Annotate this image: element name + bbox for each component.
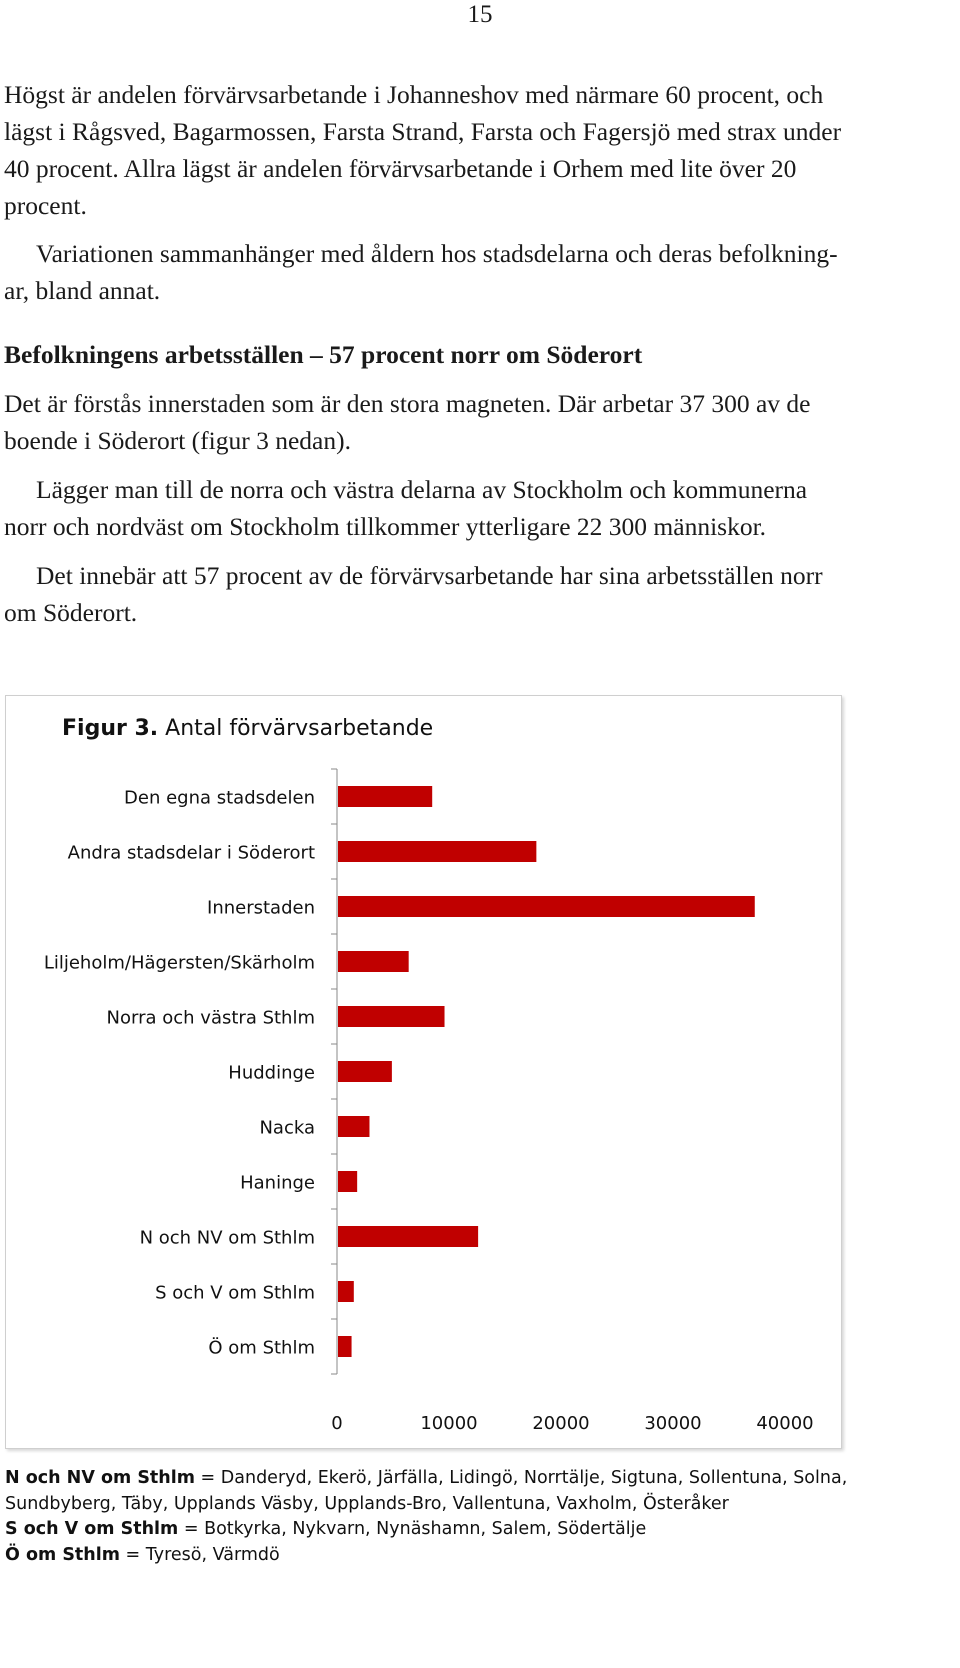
text-line: boende i Söderort (figur 3 nedan). — [4, 426, 351, 455]
footnote-line — [5, 1492, 955, 1518]
chart-title-label: Figur 3. — [62, 716, 159, 741]
footnote-text: = Danderyd, Ekerö, Järfälla, Lidingö, Norrtälje, Sigtuna, Sollentuna, Solna, — [194, 1468, 848, 1488]
page-number: 15 — [467, 1, 493, 28]
category-label: Ö om Sthlm — [208, 1337, 315, 1359]
x-tick-label: 0 — [331, 1413, 343, 1434]
paragraph-north-west — [4, 471, 904, 545]
category-label: Innerstaden — [207, 897, 315, 919]
category-label: Liljeholm/Hägersten/Skärholm — [43, 952, 315, 974]
bar-s-och-v-om-sthlm — [338, 1281, 354, 1302]
category-label: Haninge — [240, 1172, 315, 1194]
footnotes — [5, 1466, 955, 1568]
footnote-text: = Botkyrka, Nykvarn, Nynäshamn, Salem, Södertälje — [178, 1519, 647, 1539]
x-tick-label: 30000 — [644, 1413, 702, 1434]
text-line: Lägger man till de norra och västra delarna av Stockholm och kommunerna — [36, 475, 808, 504]
footnote-line — [5, 1466, 955, 1492]
text-line: norr och nordväst om Stockholm tillkommer ytterligare 22 300 människor. — [4, 512, 767, 541]
text-line: lägst i Rågsved, Bagarmossen, Farsta Strand, Farsta och Fagersjö med strax under — [4, 117, 842, 146]
text-line: Variationen sammanhänger med åldern hos stadsdelarna och deras befolkning- — [36, 239, 838, 268]
x-tick-label: 40000 — [756, 1413, 814, 1434]
x-tick-label: 10000 — [420, 1413, 478, 1434]
bar-huddinge — [338, 1061, 392, 1082]
text-line: Det är förstås innerstaden som är den stora magneten. Där arbetar 37 300 av de — [4, 389, 811, 418]
footnote-label: N och NV om Sthlm — [5, 1468, 195, 1488]
footnote-text: = Tyresö, Värmdö — [119, 1544, 280, 1565]
text-line: Högst är andelen förvärvsarbetande i Johanneshov med närmare 60 procent, och — [4, 80, 824, 109]
bar-innerstaden — [338, 896, 755, 917]
category-label: Den egna stadsdelen — [124, 787, 315, 809]
x-tick-label: 20000 — [532, 1413, 590, 1434]
chart-title-text: Antal förvärvsarbetande — [158, 716, 434, 741]
text-line: ar, bland annat. — [4, 276, 161, 305]
bar-norra-och-västra-sthlm — [338, 1006, 445, 1027]
text-line: 40 procent. Allra lägst är andelen förvärvsarbetande i Orhem med lite över 20 — [4, 154, 797, 183]
bar-ö-om-sthlm — [338, 1336, 352, 1357]
text-line: procent. — [4, 191, 87, 220]
bar-n-och-nv-om-sthlm — [338, 1226, 478, 1247]
text-line: om Söderort. — [4, 598, 138, 627]
text-line: Det innebär att 57 procent av de förvärvsarbetande har sina arbetsställen norr — [36, 561, 823, 590]
bar-andra-stadsdelar-i-söderort — [338, 841, 536, 862]
bar-chart — [6, 696, 841, 1448]
paragraph-conclusion — [4, 557, 904, 631]
figure-3-chart — [5, 695, 842, 1449]
paragraph-variation — [4, 235, 904, 309]
footnote-text: Sundbyberg, Täby, Upplands Väsby, Upplands-Bro, Vallentuna, Vaxholm, Österåker — [5, 1493, 729, 1514]
paragraph-employment-rates — [4, 76, 904, 224]
section-heading: Befolkningens arbetsställen – 57 procent norr om Söderort — [4, 340, 643, 369]
category-label: S och V om Sthlm — [155, 1282, 315, 1304]
category-label: Nacka — [259, 1117, 315, 1139]
paragraph-inner-city — [4, 385, 904, 459]
footnote-label: Ö om Sthlm — [5, 1544, 120, 1565]
bar-den-egna-stadsdelen — [338, 786, 432, 807]
category-label: Huddinge — [228, 1062, 315, 1084]
category-label: Andra stadsdelar i Söderort — [67, 842, 315, 864]
category-label: N och NV om Sthlm — [139, 1227, 315, 1249]
bar-nacka — [338, 1116, 369, 1137]
category-label: Norra och västra Sthlm — [106, 1007, 315, 1029]
footnote-line — [5, 1543, 955, 1569]
footnote-label: S och V om Sthlm — [5, 1519, 179, 1539]
bar-haninge — [338, 1171, 357, 1192]
footnote-line — [5, 1517, 955, 1543]
bar-liljeholm-hägersten-skärholm — [338, 951, 409, 972]
